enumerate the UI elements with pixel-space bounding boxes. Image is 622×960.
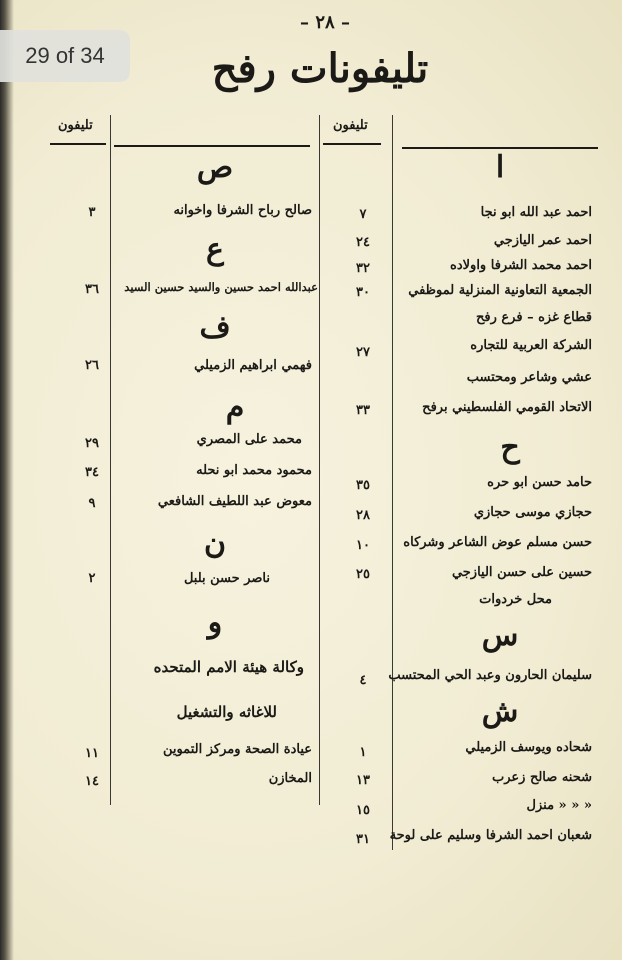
entry-name: حجازي موسى حجازي: [473, 505, 592, 520]
entry-phone: ١٤: [85, 774, 99, 789]
entry-phone: ٧: [359, 207, 367, 222]
entry-name: صالح رباح الشرفا واخوانه: [173, 203, 312, 218]
page-edge-shadow: [0, 0, 14, 960]
right-phone-header: تليفون: [333, 118, 368, 133]
entry-name: محمد على المصري: [196, 432, 302, 447]
entry-phone: ٢٤: [356, 235, 370, 250]
entry-phone: ٢٧: [356, 345, 370, 360]
section-letter-alif: ا: [495, 150, 505, 185]
rule-left-phone: [50, 143, 106, 145]
section-letter-sad: ص: [196, 150, 234, 185]
section-letter-ain: ع: [206, 232, 224, 267]
entry-name: المخازن: [268, 771, 312, 786]
entry-name: محمود محمد ابو نحله: [196, 463, 312, 478]
entry-name: حسن مسلم عوض الشاعر وشركاه: [403, 535, 592, 550]
entry-name: الشركة العربية للتجاره: [470, 338, 592, 353]
page-counter-badge: 29 of 34: [0, 30, 130, 82]
entry-phone: ٣٦: [85, 282, 99, 297]
entry-name: الاتحاد القومي الفلسطيني برفح: [422, 400, 592, 415]
entry-name: للاغاثه والتشغيل: [176, 703, 277, 721]
rule-right-phone: [323, 143, 381, 145]
divider-middle: [319, 115, 320, 805]
entry-phone: ١٥: [356, 803, 370, 818]
entry-name: احمد محمد الشرفا واولاده: [450, 258, 592, 273]
entry-name: وكالة هيئة الامم المتحده: [153, 658, 304, 676]
entry-name: عشي وشاعر ومحتسب: [466, 370, 592, 385]
entry-phone: ٢٨: [356, 508, 370, 523]
entry-phone: ٢٩: [85, 436, 99, 451]
entry-name: احمد عمر اليازجي: [493, 233, 592, 248]
entry-name: شحنه صالح زعرب: [491, 770, 592, 785]
section-letter-fa: ف: [199, 310, 231, 345]
entry-name: حامد حسن ابو حره: [487, 475, 592, 490]
entry-name: الجمعية التعاونية المنزلية لموظفي: [408, 283, 592, 298]
entry-phone: ٩: [88, 496, 96, 511]
entry-name: سليمان الحارون وعبد الحي المحتسب: [388, 668, 592, 683]
entry-name: معوض عبد اللطيف الشافعي: [157, 494, 312, 509]
entry-phone: ٣٣: [356, 403, 370, 418]
entry-phone: ٣٢: [356, 261, 370, 276]
section-letter-shin: ش: [481, 694, 519, 729]
page-title: تليفونات رفح: [211, 45, 429, 92]
entry-phone: ٣٠: [356, 285, 370, 300]
entry-phone: ٣١: [356, 832, 370, 847]
entry-phone: ٢٦: [85, 358, 99, 373]
entry-phone: ٣٤: [85, 465, 99, 480]
entry-name: احمد عبد الله ابو نجا: [480, 205, 592, 220]
entry-phone: ٣: [88, 205, 96, 220]
entry-name: عبدالله احمد حسين والسيد حسين السيد: [124, 280, 318, 294]
entry-name: قطاع غزه – فرع رفح: [475, 310, 592, 325]
entry-name: ناصر حسن بلبل: [183, 571, 270, 586]
entry-phone: ٢: [88, 571, 96, 586]
divider-right: [392, 115, 393, 850]
entry-name: شعبان احمد الشرفا وسليم على لوحة: [389, 828, 592, 843]
entry-phone: ١٣: [356, 773, 370, 788]
section-letter-sin: س: [481, 618, 519, 653]
entry-name: « « « منزل: [526, 798, 592, 813]
entry-phone: ١١: [85, 746, 99, 761]
entry-phone: ٣٥: [356, 478, 370, 493]
entry-phone: ٤: [359, 673, 367, 688]
entry-name: شحاده ويوسف الزميلي: [465, 740, 592, 755]
rule-left-names: [114, 145, 310, 147]
left-phone-header: تليفون: [58, 118, 93, 133]
entry-phone: ١: [359, 745, 367, 760]
entry-name: عيادة الصحة ومركز التموين: [162, 742, 312, 757]
entry-phone: ١٠: [356, 538, 370, 553]
section-letter-ha: ح: [500, 430, 520, 465]
entry-name: حسين على حسن اليازجي: [451, 565, 592, 580]
section-letter-nun: ن: [203, 526, 227, 561]
entry-name: محل خردوات: [479, 592, 552, 607]
entry-phone: ٢٥: [356, 567, 370, 582]
entry-name: فهمي ابراهيم الزميلي: [194, 358, 312, 373]
section-letter-mim: م: [225, 390, 245, 425]
page-number: – ٢٨ –: [300, 12, 350, 33]
rule-right-names: [402, 147, 598, 149]
section-letter-waw: و: [207, 605, 223, 640]
